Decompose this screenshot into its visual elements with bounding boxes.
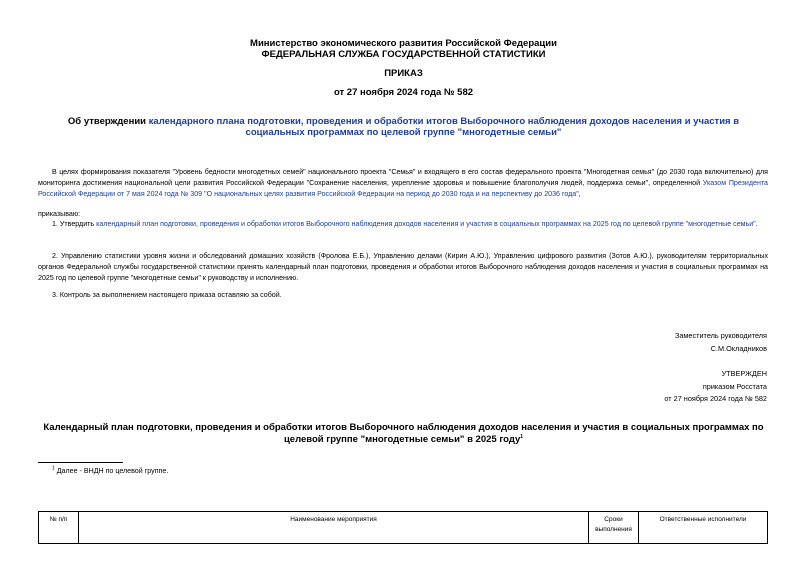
signatory-position: Заместитель руководителя <box>674 331 767 340</box>
document-type: ПРИКАЗ <box>384 68 423 79</box>
preamble-text: В целях формирования показателя "Уровень бедности многодетных семей" национального проекта "Семья" и входящего в его состав федерального проекта "Многодетная семья" (до 2030 года включительно) для мониторинга достижения национальной цели развития Российской Федерации "Сохранение населения, укрепление здоровья и повышение благополучия людей, поддержка семьи", определенной <box>38 168 768 187</box>
plan-title <box>40 422 767 446</box>
signature-block <box>675 330 767 355</box>
column-header-responsible: Ответственные исполнители <box>639 512 768 544</box>
column-header-deadline: Сроки выполнения <box>589 512 639 544</box>
order-item-2: 2. Управлению статистики уровня жизни и обследований домашних хозяйств (Фролова Е.Б.), Управлению делами (Кирин А.Ю.), Управлению цифрового развития (Зотов А.Ю.), руководителям территориальных органов Федеральной службы государственной статистики принять календарный план подготовки, проведения и обработки итогов Выборочного наблюдения доходов населения и участия в социальных программах на 2025 год по целевой группе "многодетные семьи" к руководству и исполнению. <box>38 252 768 282</box>
presidential-decree-link[interactable]: Указом Президента Российской Федерации от 7 мая 2024 года № 309 "О национальных целях развития Российской Федерации на период до 2030 года и на перспективу до 2036 года" <box>38 179 768 198</box>
order-item-1-prefix: 1. Утвердить <box>52 220 97 228</box>
footnote <box>52 466 168 477</box>
plan-title-text: Календарный план подготовки, проведения и обработки итогов Выборочного наблюдения доходов населения и участия в социальных программах по целевой группе "многодетные семьи" в 2025 году <box>43 422 764 445</box>
service-name: ФЕДЕРАЛЬНАЯ СЛУЖБА ГОСУДАРСТВЕННОЙ СТАТИСТИКИ <box>261 49 546 60</box>
plan-table <box>38 511 768 544</box>
approval-by: приказом Росстата <box>702 381 767 391</box>
preamble-paragraph <box>38 167 768 200</box>
column-header-number: № п/п <box>39 512 79 544</box>
signatory-name: С.М.Окладников <box>710 343 767 353</box>
calendar-plan-link[interactable]: календарный план подготовки, проведения и обработки итогов Выборочного наблюдения доходов населения и участия в социальных программах на 2025 год по целевой группе "многодетные семьи" <box>96 220 756 228</box>
orders-label: приказываю: <box>38 210 81 218</box>
title-plan-link[interactable]: календарного плана подготовки, проведения и обработки итогов Выборочного наблюдения доходов населения и участия в социальных программах по целевой группе "многодетные семьи" <box>148 116 740 138</box>
footnote-text: Далее - ВНДН по целевой группе. <box>54 467 169 475</box>
preamble-tail: , <box>578 190 581 198</box>
order-item-3: 3. Контроль за выполнением настоящего приказа оставляю за собой. <box>52 291 282 299</box>
column-header-activity: Наименование мероприятия <box>79 512 589 544</box>
table-header-row <box>39 512 768 544</box>
ministry-name: Министерство экономического развития Российской Федерации <box>250 38 557 49</box>
approval-date-number: от 27 ноября 2024 года № 582 <box>664 394 767 403</box>
footnote-marker: 1 <box>52 465 55 472</box>
order-item-1 <box>38 219 768 230</box>
approval-label: УТВЕРЖДЕН <box>721 369 767 378</box>
document-date-number: от 27 ноября 2024 года № 582 <box>333 87 474 98</box>
order-item-1-suffix: . <box>755 220 758 228</box>
approval-block <box>664 368 767 406</box>
footnote-divider <box>38 462 123 463</box>
title-prefix: Об утверждении <box>67 116 149 127</box>
footnote-reference[interactable]: 1 <box>520 433 524 440</box>
document-title <box>60 116 747 138</box>
